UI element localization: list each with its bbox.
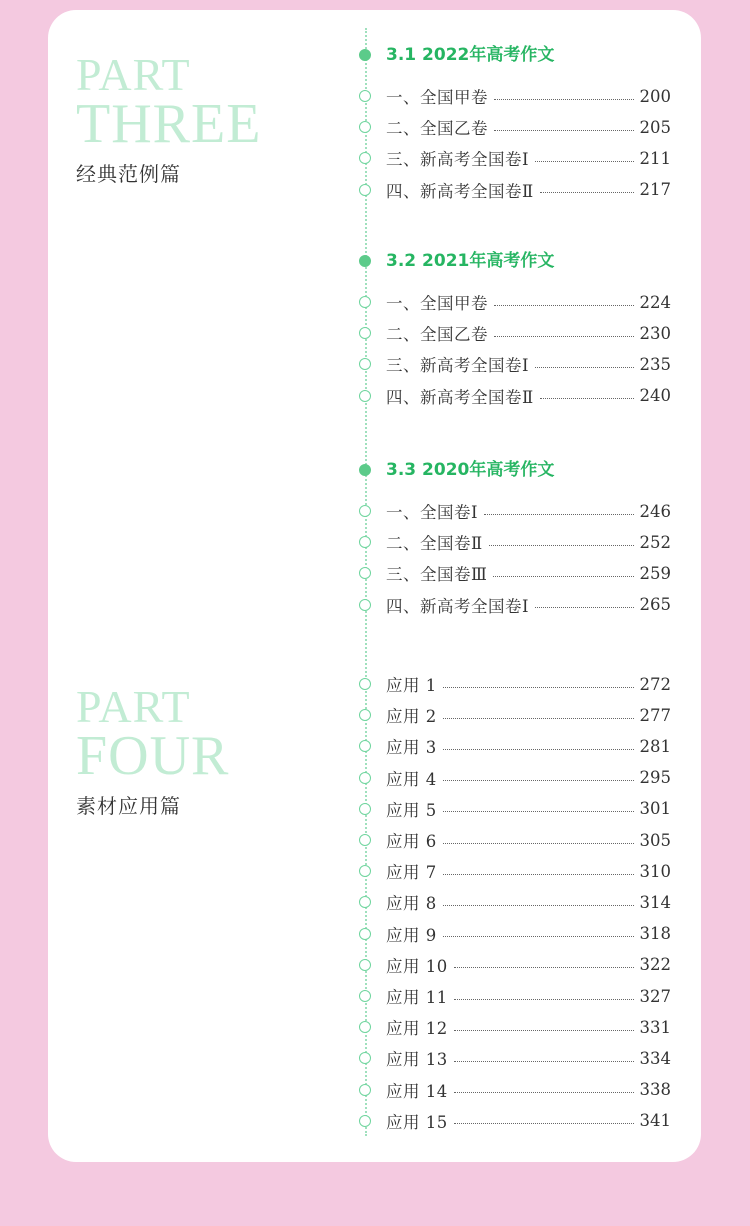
part-four-heading: [76, 681, 230, 819]
entry-node-icon: [359, 896, 371, 908]
entry-label: 四、新高考全国卷Ⅱ: [386, 387, 534, 407]
dot-leader: [494, 130, 634, 131]
entry-node-icon: [359, 567, 371, 579]
dot-leader: [540, 398, 634, 399]
dot-leader: [443, 874, 634, 875]
part-name: FOUR: [76, 725, 230, 787]
entry-label: 应用 2: [386, 707, 437, 727]
dot-leader: [540, 192, 634, 193]
page-number: 265: [639, 595, 671, 615]
dot-leader: [454, 999, 634, 1000]
entry-node-icon: [359, 390, 371, 402]
toc-entry[interactable]: [386, 84, 671, 108]
entry-node-icon: [359, 184, 371, 196]
entry-node-icon: [359, 678, 371, 690]
page-number: 259: [639, 563, 671, 583]
toc-entry[interactable]: [386, 146, 671, 170]
section-node-icon: [359, 49, 371, 61]
entry-label: 应用 7: [386, 863, 437, 883]
entry-label: 四、新高考全国卷Ⅱ: [386, 181, 534, 201]
entry-label: 应用 14: [386, 1081, 448, 1101]
toc-entry[interactable]: [386, 593, 671, 617]
entry-label: 三、全国卷Ⅲ: [386, 565, 488, 585]
dot-leader: [494, 336, 634, 337]
page-number: 230: [639, 323, 671, 343]
toc-entry[interactable]: [386, 703, 671, 727]
entry-label: 一、全国卷Ⅰ: [386, 503, 479, 522]
entry-node-icon: [359, 536, 371, 548]
entry-label: 应用 9: [386, 925, 437, 945]
page-number: 224: [639, 292, 671, 312]
toc-entry[interactable]: [386, 115, 671, 139]
dot-leader: [484, 514, 633, 515]
entry-node-icon: [359, 1021, 371, 1033]
page-number: 246: [639, 501, 671, 521]
toc-entry[interactable]: [386, 984, 671, 1008]
entry-label: 应用 13: [386, 1050, 448, 1070]
entry-node-icon: [359, 505, 371, 517]
page-number: 305: [639, 830, 671, 850]
page-number: 341: [639, 1111, 671, 1131]
toc-entry[interactable]: [386, 672, 671, 696]
page-number: 314: [639, 892, 671, 912]
page-number: 310: [639, 861, 671, 881]
toc-entry[interactable]: [386, 561, 671, 585]
toc-entry[interactable]: [386, 734, 671, 758]
page-number: 200: [639, 86, 671, 106]
entry-label: 应用 10: [386, 956, 448, 976]
toc-entry[interactable]: [386, 352, 671, 376]
toc-entry[interactable]: [386, 859, 671, 883]
dot-leader: [489, 545, 634, 546]
entry-node-icon: [359, 90, 371, 102]
toc-entry[interactable]: [386, 953, 671, 977]
page-number: 235: [639, 354, 671, 374]
entry-label: 应用 3: [386, 738, 437, 758]
entry-node-icon: [359, 1052, 371, 1064]
dot-leader: [443, 936, 634, 937]
entry-node-icon: [359, 928, 371, 940]
entry-node-icon: [359, 1084, 371, 1096]
part-label: PART: [76, 49, 191, 100]
entry-label: 二、全国乙卷: [386, 325, 488, 345]
section-node-icon: [359, 464, 371, 476]
entry-node-icon: [359, 740, 371, 752]
entry-label: 应用 12: [386, 1019, 448, 1039]
page-number: 272: [639, 674, 671, 694]
toc-entry[interactable]: [386, 290, 671, 314]
entry-node-icon: [359, 803, 371, 815]
page-number: 240: [639, 386, 671, 406]
part-three-heading: [76, 49, 262, 187]
page-number: 334: [639, 1048, 671, 1068]
entry-node-icon: [359, 327, 371, 339]
entry-label: 二、全国卷Ⅱ: [386, 534, 483, 554]
section-title: 3.2 2021年高考作文: [386, 251, 555, 271]
dot-leader: [443, 718, 634, 719]
dot-leader: [535, 367, 633, 368]
entry-node-icon: [359, 834, 371, 846]
page-number: 338: [639, 1080, 671, 1100]
page-number: 295: [639, 768, 671, 788]
entry-label: 一、全国甲卷: [386, 88, 488, 107]
entry-label: 应用 4: [386, 769, 437, 789]
dot-leader: [454, 1030, 634, 1031]
toc-entry[interactable]: [386, 1046, 671, 1070]
entry-node-icon: [359, 1115, 371, 1127]
dot-leader: [535, 161, 633, 162]
dot-leader: [454, 1092, 634, 1093]
entry-label: 应用 5: [386, 800, 437, 820]
dot-leader: [535, 607, 633, 608]
page-number: 301: [639, 799, 671, 819]
page-number: 205: [639, 117, 671, 137]
page-number: 322: [639, 955, 671, 975]
dot-leader: [493, 576, 633, 577]
page-number: 331: [639, 1017, 671, 1037]
dot-leader: [494, 305, 634, 306]
dot-leader: [454, 1123, 634, 1124]
entry-node-icon: [359, 152, 371, 164]
toc-entry[interactable]: [386, 1109, 671, 1133]
entry-node-icon: [359, 865, 371, 877]
page-number: 318: [639, 924, 671, 944]
toc-entry[interactable]: [386, 530, 671, 554]
entry-label: 应用 6: [386, 832, 437, 851]
entry-node-icon: [359, 599, 371, 611]
entry-label: 一、全国甲卷: [386, 294, 488, 313]
entry-label: 应用 1: [386, 676, 437, 695]
entry-label: 应用 11: [386, 988, 448, 1007]
part-label: PART: [76, 681, 191, 732]
entry-node-icon: [359, 990, 371, 1002]
entry-node-icon: [359, 709, 371, 721]
toc-entry[interactable]: [386, 178, 671, 202]
part-name: THREE: [76, 93, 262, 155]
toc-entry[interactable]: [386, 1078, 671, 1102]
toc-entry[interactable]: [386, 890, 671, 914]
page-number: 252: [639, 532, 671, 552]
entry-node-icon: [359, 121, 371, 133]
toc-entry[interactable]: [386, 499, 671, 523]
toc-entry[interactable]: [386, 922, 671, 946]
dot-leader: [443, 780, 634, 781]
entry-node-icon: [359, 296, 371, 308]
page-number: 217: [639, 180, 671, 200]
page-number: 327: [639, 986, 671, 1006]
entry-label: 应用 15: [386, 1112, 448, 1132]
dot-leader: [443, 843, 634, 844]
section-node-icon: [359, 255, 371, 267]
dot-leader: [443, 749, 634, 750]
entry-label: 三、新高考全国卷Ⅰ: [386, 150, 530, 170]
toc-entry[interactable]: [386, 797, 671, 821]
part-subtitle: 素材应用篇: [76, 794, 181, 818]
section-title: 3.3 2020年高考作文: [386, 460, 555, 480]
page-number: 281: [639, 736, 671, 756]
entry-node-icon: [359, 959, 371, 971]
toc-entry[interactable]: [386, 766, 671, 790]
toc-card: [48, 10, 701, 1162]
entry-node-icon: [359, 772, 371, 784]
entry-node-icon: [359, 358, 371, 370]
page-number: 211: [639, 148, 671, 168]
dot-leader: [443, 687, 634, 688]
toc-entry[interactable]: [386, 321, 671, 345]
toc-entry[interactable]: [386, 1015, 671, 1039]
entry-label: 三、新高考全国卷Ⅰ: [386, 356, 530, 376]
part-subtitle: 经典范例篇: [76, 162, 181, 186]
entry-label: 应用 8: [386, 894, 437, 914]
page-number: 277: [639, 705, 671, 725]
dot-leader: [443, 905, 634, 906]
toc-entry[interactable]: [386, 828, 671, 852]
dot-leader: [454, 967, 634, 968]
dot-leader: [443, 811, 634, 812]
dot-leader: [454, 1061, 634, 1062]
entry-label: 四、新高考全国卷Ⅰ: [386, 596, 530, 616]
section-title: 3.1 2022年高考作文: [386, 45, 555, 65]
dot-leader: [494, 99, 634, 100]
toc-entry[interactable]: [386, 384, 671, 408]
entry-label: 二、全国乙卷: [386, 119, 488, 139]
